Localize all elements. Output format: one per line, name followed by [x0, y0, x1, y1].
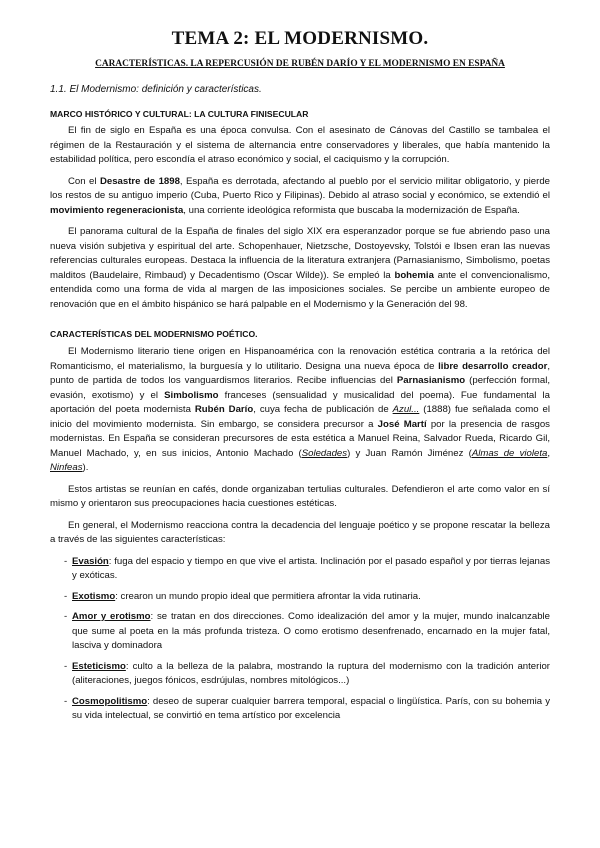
- p4-title-azul: Azul...: [392, 404, 420, 415]
- marco-heading: MARCO HISTÓRICO Y CULTURAL: LA CULTURA FINISECULAR: [50, 109, 309, 119]
- p4-text: ) y Juan Ramón Jiménez (: [347, 447, 472, 459]
- p4-text: , cuya fecha de publicación de: [253, 404, 393, 415]
- paragraph-modernismo-literario: [50, 345, 550, 476]
- features-list: [50, 555, 550, 724]
- p4-text: (perfección formal, evasión, exotismo) y el: [50, 375, 551, 401]
- paragraph-desastre-1898: [50, 175, 550, 219]
- p2-bold-desastre: Desastre de 1898: [99, 175, 180, 187]
- bullet-dash: -: [64, 555, 68, 567]
- feature-text: : fuga del espacio y tiempo en que vive el artista. Inclinación por el pasado español y por tierras lejanas y exóticas.: [72, 555, 550, 581]
- p4-text: ).: [82, 462, 89, 473]
- feature-text: : se tratan en dos direcciones. Como idealización del amor y la mujer, mundo inalcanzable que sume al poeta en la más profunda tristeza. O como erotismo desenfrenado, encarnado en la mujer fatal, lasciva y dominadora: [72, 611, 550, 651]
- p2-text: , una corriente ideológica reformista que buscaba la modernización de España.: [183, 204, 520, 216]
- feature-term: Esteticismo: [72, 660, 126, 672]
- paragraph-panorama-cultural: [50, 225, 550, 312]
- p4-title-ninfeas: Ninfeas: [50, 462, 83, 473]
- feature-text: : culto a la belleza de la palabra, mostrando la ruptura del modernismo con la tradición anterior (aliteraciones, juegos fónicos, esdrújulas, nombres mitológicos...): [72, 660, 550, 686]
- p3-bold-bohemia: bohemia: [394, 269, 434, 281]
- document-subtitle: CARACTERÍSTICAS. LA REPERCUSIÓN DE RUBÉN DARÍO Y EL MODERNISMO EN ESPAÑA: [95, 59, 505, 69]
- list-item-esteticismo: [64, 660, 550, 689]
- p4-bold-simbolismo: Simbolismo: [164, 389, 219, 401]
- feature-term: Exotismo: [72, 590, 116, 602]
- feature-term: Evasión: [72, 555, 109, 567]
- p4-text: por la presencia de rasgos modernistas. En España se consideran precursores de esta estética a Manuel Reina, Salvador Rueda, Ricardo Gil, Manuel Machado, y, en sus inicios, Antonio Machado (: [50, 418, 550, 459]
- feature-text: : crearon un mundo propio ideal que permitiera afrontar la vida rutinaria.: [115, 590, 421, 602]
- document-page: [50, 28, 550, 730]
- caracteristicas-heading: CARACTERÍSTICAS DEL MODERNISMO POÉTICO.: [50, 329, 258, 339]
- p4-text: ,: [547, 447, 550, 459]
- list-item-amor-erotismo: [64, 610, 550, 654]
- bullet-dash: -: [64, 590, 68, 602]
- p4-text: (1888) fue señalada como el inicio del movimiento modernista. Sin embargo, se considera precursor a: [50, 404, 550, 430]
- paragraph-en-general: En general, el Modernismo reacciona contra la decadencia del lenguaje poético y se propone rescatar la belleza a través de las siguientes características:: [50, 519, 550, 545]
- section-heading: 1.1. El Modernismo: definición y características.: [50, 84, 262, 95]
- p4-text: El Modernismo literario tiene origen en Hispanoamérica con la renovación estética contraria a la retórica del Romanticismo, el materialismo, la burguesía y lo utilitario. Designa una nueva época de: [50, 346, 550, 372]
- list-item-cosmopolitismo: [64, 695, 550, 724]
- p4-text: franceses (sensualidad y musicalidad del poema). Fue fundamental la aportación del poeta modernista: [50, 389, 550, 415]
- list-item-evasion: [64, 555, 550, 584]
- bullet-dash: -: [64, 611, 68, 622]
- feature-term: Amor y erotismo: [72, 611, 151, 622]
- p2-text: , España es derrotada, afectando al pueblo por el servicio militar obligatorio, y pierde los restos de su antiguo imperio (Cuba, Puerto Rico y Filipinas). Debido al atraso social y económico, se extendió el: [50, 175, 550, 201]
- paragraph-fin-de-siglo: El fin de siglo en España es una época convulsa. Con el asesinato de Cánovas del Castillo se tambalea el régimen de la Restauración y el sistema de alternancia entre conservadores y liberales, que había mantenido la estabilidad política, pero escondía el atraso económico y social, el caciquismo y la corrupción.: [50, 125, 550, 165]
- p4-bold-libre-desarrollo: libre desarrollo creador: [438, 360, 548, 372]
- p2-text: Con el: [68, 175, 100, 187]
- p3-text: El panorama cultural de la España de finales del siglo XIX era esperanzador porque se fue abriendo paso una nueva visión subjetiva y espiritual del arte. Schopenhauer, Nietzsche, Dostoyevsky, Tolstói e Ibsen eran las nuevas referencias culturales europeas. Destaca la influencia de la literatura extranjera (Parnasianismo, Simbolismo, poetas malditos (Baudelaire, Rimbaud) y Decadentismo (Oscar Wilde)). Se empleó la: [50, 226, 550, 281]
- p3-text: ante el convencionalismo, entendida como una forma de vida al margen de las imposiciones sociales. Se percibe un ambiente europeo de renovación que en el ámbito hispánico se hará palpable en el Modernismo y la Generación del 98.: [50, 269, 551, 310]
- p4-bold-ruben-dario: Rubén Darío: [194, 404, 254, 415]
- p4-bold-parnasianismo: Parnasianismo: [396, 375, 466, 386]
- p4-title-almas-de-violeta: Almas de violeta: [471, 447, 548, 459]
- feature-term: Cosmopolitismo: [72, 695, 148, 707]
- list-item-exotismo: [64, 590, 550, 605]
- paragraph-tertulias: Estos artistas se reunían en cafés, donde organizaban tertulias culturales. Defendieron el arte como valor en sí mismo y orientaron sus preocupaciones hacia cuestiones estéticas.: [50, 483, 550, 509]
- p4-bold-jose-marti: José Martí: [377, 418, 427, 430]
- bullet-dash: -: [64, 695, 68, 707]
- feature-text: : deseo de superar cualquier barrera temporal, espacial o lingüística. París, con su bohemia y su vida intelectual, se convirtió en tema artístico por excelencia: [72, 695, 550, 721]
- document-title: TEMA 2: EL MODERNISMO.: [171, 28, 429, 49]
- p4-title-soledades: Soledades: [301, 447, 348, 459]
- p2-bold-movimiento: movimiento regeneracionista: [50, 204, 184, 216]
- p4-text: , punto de partida de todos los vanguardismos literarios. Recibe influencias del: [50, 360, 551, 386]
- bullet-dash: -: [64, 660, 68, 672]
